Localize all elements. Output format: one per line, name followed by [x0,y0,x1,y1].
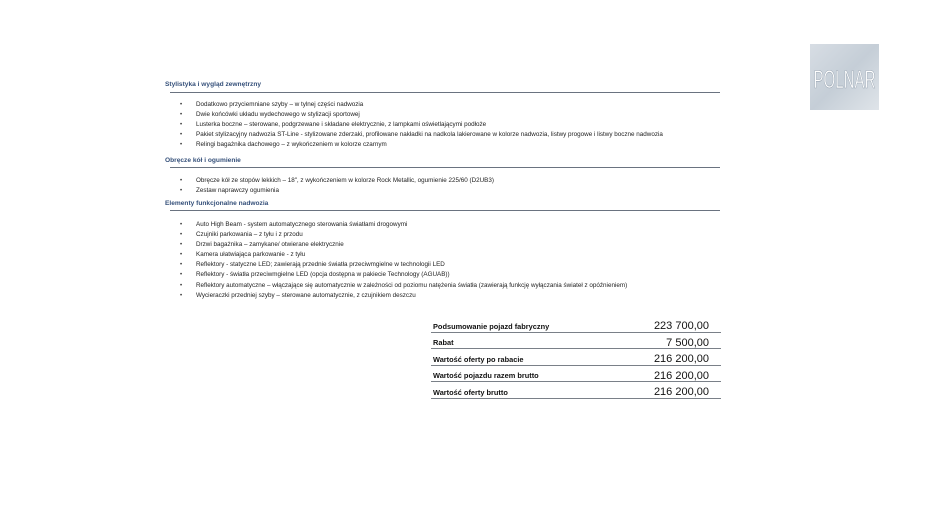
list-item: • Lusterka boczne – sterowane, podgrzewane i składane elektrycznie, z lampkami oświetlającymi podłoże [180,121,487,129]
list-item: • Reflektory - światła przeciwmgielne LED (opcja dostępna w pakiecie Technology (AGUAB)) [180,271,450,279]
section-title-exterior-styling: Stylistyka i wygląd zewnętrzny [165,81,262,88]
logo-text: POLNAR [813,66,876,94]
section-title-body-functions: Elementy funkcjonalne nadwozia [165,200,269,207]
summary-row-vehicle-gross [431,366,721,383]
list-item: • Reflektory - statyczne LED; zawierają przednie światła przeciwmgielne w technologii LED [180,261,445,269]
list-item: • Auto High Beam - system automatycznego sterowania światłami drogowymi [180,221,408,228]
list-item: • Zestaw naprawczy ogumienia [180,187,279,195]
summary-value: 223 700,00 [653,320,709,332]
summary-row-offer-after-discount [431,349,721,366]
price-summary-table [431,316,721,399]
summary-row-factory-total [431,316,721,333]
summary-value: 216 200,00 [653,353,709,365]
summary-label: Rabat [433,338,454,347]
section-title-wheels-tyres: Obręcze kół i ogumienie [165,157,241,164]
list-item: • Pakiet stylizacyjny nadwozia ST-Line - stylizowane zderzaki, profilowane nakładki na nadkola lakierowane w kolorze nadwozia, listwy progowe i listwy boczne nadwozia [180,131,663,139]
summary-label: Podsumowanie pojazd fabryczny [433,321,550,331]
list-item: • Obręcze kół ze stopów lekkich – 18", z wykończeniem w kolorze Rock Metallic, ogumienie 225/60 (D2UB3) [180,177,494,184]
summary-label: Wartość oferty po rabacie [433,354,524,364]
list-item: • Relingi bagażnika dachowego – z wykończeniem w kolorze czarnym [180,141,387,149]
summary-row-offer-gross [431,382,721,399]
section-divider [170,92,720,93]
list-item: • Czujniki parkowania – z tyłu i z przodu [180,231,303,239]
summary-row-discount [431,333,721,350]
section-divider [170,210,720,211]
list-item: • Drzwi bagażnika – zamykane/ otwierane elektrycznie [180,241,344,249]
summary-value: 7 500,00 [666,336,709,349]
exterior-styling-list [180,100,663,150]
list-item: • Dwie końcówki układu wydechowego w stylizacji sportowej [180,111,360,119]
list-item: • Wycieraczki przedniej szyby – sterowane automatycznie, z czujnikiem deszczu [180,291,416,299]
summary-label: Wartość pojazdu razem brutto [433,371,539,380]
summary-value: 216 200,00 [653,386,709,398]
list-item: • Dodatkowo przyciemniane szyby – w tylnej części nadwozia [180,101,364,108]
section-divider [170,167,720,168]
list-item: • Reflektory automatyczne – włączające się automatycznie w zależności od poziomu natężenia światła (zawierają funkcję wyłączania świateł z opóźnieniem) [180,281,628,289]
summary-value: 216 200,00 [653,369,709,382]
wheels-tyres-list [180,176,494,196]
summary-label: Wartość oferty brutto [433,387,508,397]
list-item: • Kamera ułatwiająca parkowanie - z tyłu [180,251,306,259]
body-functions-list [180,220,627,301]
